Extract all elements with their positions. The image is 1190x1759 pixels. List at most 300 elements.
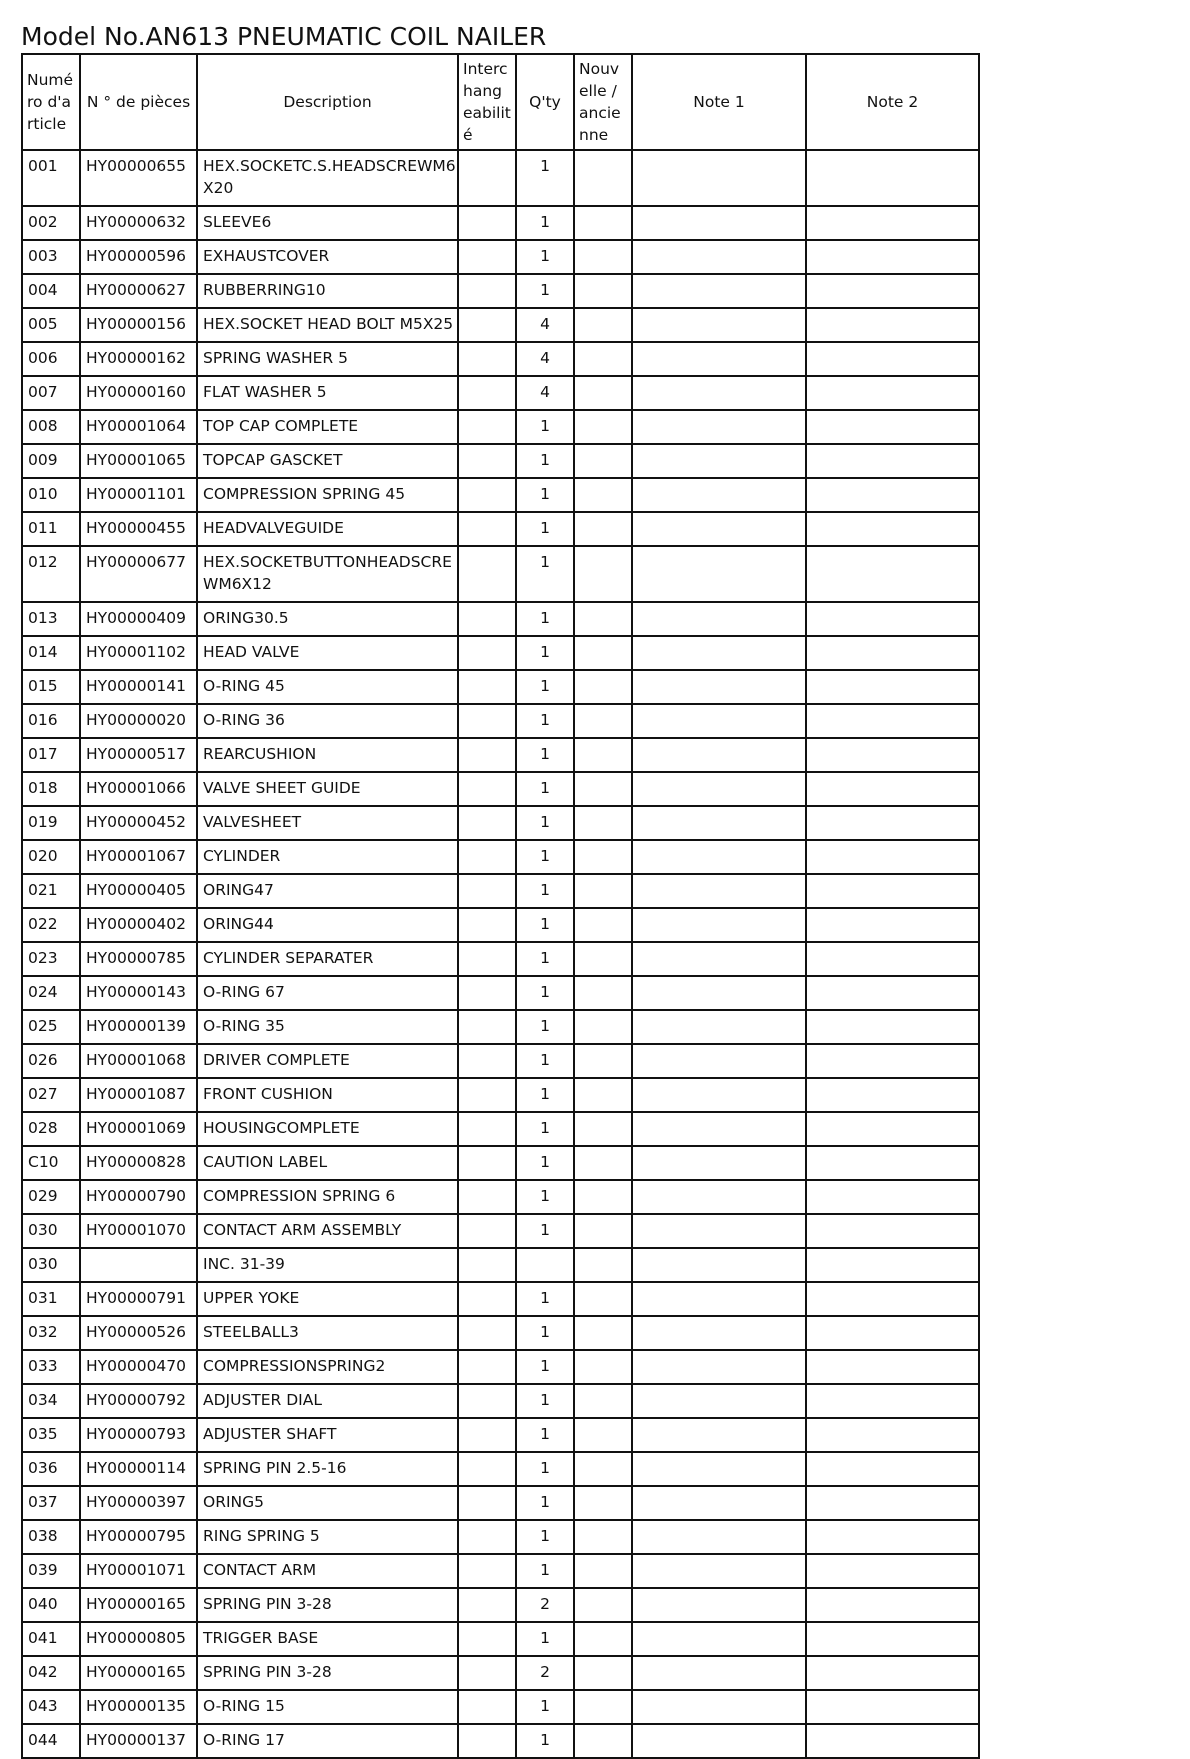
cell-interchangeability [458, 478, 516, 512]
cell-qty: 1 [516, 1724, 574, 1758]
cell-note-1 [632, 1112, 806, 1146]
cell-note-2 [806, 1554, 979, 1588]
cell-item-no: 035 [22, 1418, 80, 1452]
cell-new-old [574, 1350, 632, 1384]
cell-description: FRONT CUSHION [197, 1078, 458, 1112]
cell-note-1 [632, 150, 806, 206]
cell-interchangeability [458, 444, 516, 478]
cell-part-no: HY00001068 [80, 1044, 197, 1078]
cell-note-1 [632, 806, 806, 840]
cell-qty: 1 [516, 1690, 574, 1724]
cell-qty: 1 [516, 1282, 574, 1316]
cell-new-old [574, 274, 632, 308]
cell-note-2 [806, 308, 979, 342]
cell-interchangeability [458, 1452, 516, 1486]
cell-description: CAUTION LABEL [197, 1146, 458, 1180]
table-row [22, 1180, 979, 1214]
cell-description: HEAD VALVE [197, 636, 458, 670]
cell-qty: 1 [516, 840, 574, 874]
cell-part-no: HY00000141 [80, 670, 197, 704]
table-row [22, 206, 979, 240]
cell-interchangeability [458, 908, 516, 942]
cell-item-no: 010 [22, 478, 80, 512]
cell-part-no: HY00000792 [80, 1384, 197, 1418]
cell-description: SPRING PIN 3-28 [197, 1656, 458, 1690]
cell-part-no: HY00000143 [80, 976, 197, 1010]
cell-interchangeability [458, 1622, 516, 1656]
cell-description: TOPCAP GASCKET [197, 444, 458, 478]
cell-new-old [574, 738, 632, 772]
cell-qty: 1 [516, 240, 574, 274]
cell-note-1 [632, 1452, 806, 1486]
cell-item-no: 021 [22, 874, 80, 908]
cell-note-1 [632, 1180, 806, 1214]
cell-new-old [574, 1010, 632, 1044]
cell-new-old [574, 478, 632, 512]
cell-item-no: 038 [22, 1520, 80, 1554]
cell-description: CONTACT ARM [197, 1554, 458, 1588]
cell-note-2 [806, 738, 979, 772]
cell-qty: 1 [516, 274, 574, 308]
cell-new-old [574, 150, 632, 206]
cell-interchangeability [458, 806, 516, 840]
cell-item-no: 014 [22, 636, 80, 670]
cell-part-no: HY00000139 [80, 1010, 197, 1044]
cell-description: SLEEVE6 [197, 206, 458, 240]
cell-new-old [574, 1452, 632, 1486]
cell-description: O-RING 17 [197, 1724, 458, 1758]
cell-interchangeability [458, 206, 516, 240]
cell-interchangeability [458, 704, 516, 738]
cell-interchangeability [458, 942, 516, 976]
cell-description: O-RING 15 [197, 1690, 458, 1724]
cell-note-1 [632, 1044, 806, 1078]
cell-qty: 1 [516, 1112, 574, 1146]
cell-new-old [574, 636, 632, 670]
table-row [22, 1588, 979, 1622]
cell-note-1 [632, 342, 806, 376]
table-row [22, 342, 979, 376]
cell-item-no: 027 [22, 1078, 80, 1112]
cell-new-old [574, 1044, 632, 1078]
cell-description: RUBBERRING10 [197, 274, 458, 308]
table-row [22, 636, 979, 670]
cell-part-no: HY00001069 [80, 1112, 197, 1146]
cell-note-1 [632, 1520, 806, 1554]
cell-qty: 1 [516, 1316, 574, 1350]
cell-part-no: HY00000526 [80, 1316, 197, 1350]
cell-qty: 1 [516, 1520, 574, 1554]
table-row [22, 976, 979, 1010]
cell-item-no: 017 [22, 738, 80, 772]
cell-interchangeability [458, 1010, 516, 1044]
cell-part-no: HY00000793 [80, 1418, 197, 1452]
cell-note-2 [806, 908, 979, 942]
table-row [22, 1690, 979, 1724]
cell-qty: 1 [516, 1180, 574, 1214]
cell-qty: 1 [516, 704, 574, 738]
cell-item-no: 001 [22, 150, 80, 206]
cell-description: HEX.SOCKETC.S.HEADSCREWM6X20 [197, 150, 458, 206]
table-row [22, 1248, 979, 1282]
cell-interchangeability [458, 738, 516, 772]
cell-interchangeability [458, 1656, 516, 1690]
cell-note-1 [632, 942, 806, 976]
cell-description: HOUSINGCOMPLETE [197, 1112, 458, 1146]
cell-item-no: 031 [22, 1282, 80, 1316]
cell-note-2 [806, 1146, 979, 1180]
cell-interchangeability [458, 1316, 516, 1350]
cell-item-no: 039 [22, 1554, 80, 1588]
cell-qty: 1 [516, 670, 574, 704]
cell-note-1 [632, 1078, 806, 1112]
cell-new-old [574, 512, 632, 546]
cell-note-1 [632, 738, 806, 772]
cell-description: HEADVALVEGUIDE [197, 512, 458, 546]
cell-part-no: HY00000114 [80, 1452, 197, 1486]
cell-interchangeability [458, 512, 516, 546]
cell-item-no: 044 [22, 1724, 80, 1758]
cell-qty [516, 1248, 574, 1282]
cell-part-no: HY00000165 [80, 1588, 197, 1622]
cell-qty: 1 [516, 150, 574, 206]
cell-new-old [574, 308, 632, 342]
cell-new-old [574, 1690, 632, 1724]
table-row [22, 308, 979, 342]
cell-interchangeability [458, 1214, 516, 1248]
cell-item-no: 018 [22, 772, 80, 806]
table-row [22, 874, 979, 908]
cell-item-no: 016 [22, 704, 80, 738]
parts-table [21, 53, 980, 1759]
cell-note-2 [806, 1044, 979, 1078]
cell-new-old [574, 410, 632, 444]
table-row [22, 840, 979, 874]
document-title: Model No.AN613 PNEUMATIC COIL NAILER [21, 22, 547, 51]
cell-qty: 1 [516, 1384, 574, 1418]
cell-interchangeability [458, 240, 516, 274]
cell-note-1 [632, 976, 806, 1010]
cell-note-2 [806, 704, 979, 738]
cell-new-old [574, 1316, 632, 1350]
cell-note-1 [632, 308, 806, 342]
cell-qty: 1 [516, 976, 574, 1010]
cell-item-no: 037 [22, 1486, 80, 1520]
header-qty: Q'ty [516, 54, 574, 150]
cell-note-2 [806, 942, 979, 976]
cell-qty: 1 [516, 874, 574, 908]
header-interchangeability: Interc hang eabilit é [458, 54, 516, 150]
cell-note-2 [806, 1248, 979, 1282]
cell-note-2 [806, 1384, 979, 1418]
cell-qty: 1 [516, 806, 574, 840]
cell-note-2 [806, 1418, 979, 1452]
table-row [22, 1554, 979, 1588]
cell-item-no: 042 [22, 1656, 80, 1690]
table-row [22, 444, 979, 478]
cell-note-1 [632, 772, 806, 806]
header-new-old: Nouv elle / ancie nne [574, 54, 632, 150]
cell-qty: 2 [516, 1656, 574, 1690]
cell-new-old [574, 1248, 632, 1282]
cell-description: FLAT WASHER 5 [197, 376, 458, 410]
cell-interchangeability [458, 636, 516, 670]
cell-note-2 [806, 670, 979, 704]
cell-description: O-RING 36 [197, 704, 458, 738]
cell-interchangeability [458, 1146, 516, 1180]
cell-note-2 [806, 206, 979, 240]
cell-note-2 [806, 1452, 979, 1486]
cell-note-1 [632, 1554, 806, 1588]
table-row [22, 478, 979, 512]
cell-part-no: HY00001071 [80, 1554, 197, 1588]
cell-new-old [574, 240, 632, 274]
cell-part-no: HY00001102 [80, 636, 197, 670]
cell-interchangeability [458, 546, 516, 602]
cell-new-old [574, 206, 632, 240]
cell-part-no: HY00000135 [80, 1690, 197, 1724]
cell-qty: 1 [516, 1486, 574, 1520]
cell-part-no: HY00000409 [80, 602, 197, 636]
cell-part-no: HY00000785 [80, 942, 197, 976]
cell-item-no: 033 [22, 1350, 80, 1384]
table-row [22, 150, 979, 206]
cell-note-1 [632, 274, 806, 308]
cell-item-no: 043 [22, 1690, 80, 1724]
table-row [22, 1452, 979, 1486]
cell-part-no [80, 1248, 197, 1282]
cell-note-2 [806, 976, 979, 1010]
cell-note-1 [632, 636, 806, 670]
cell-note-2 [806, 1112, 979, 1146]
table-row [22, 1146, 979, 1180]
table-row [22, 1010, 979, 1044]
table-row [22, 1214, 979, 1248]
cell-new-old [574, 1724, 632, 1758]
cell-note-1 [632, 240, 806, 274]
cell-new-old [574, 1078, 632, 1112]
cell-note-1 [632, 1656, 806, 1690]
cell-note-1 [632, 908, 806, 942]
cell-description: STEELBALL3 [197, 1316, 458, 1350]
table-row [22, 512, 979, 546]
cell-interchangeability [458, 1384, 516, 1418]
header-item-no: Numé ro d'a rticle [22, 54, 80, 150]
cell-item-no: 026 [22, 1044, 80, 1078]
cell-note-1 [632, 840, 806, 874]
header-note-1: Note 1 [632, 54, 806, 150]
cell-item-no: 028 [22, 1112, 80, 1146]
cell-note-2 [806, 1724, 979, 1758]
cell-note-1 [632, 1418, 806, 1452]
cell-qty: 1 [516, 478, 574, 512]
cell-part-no: HY00000397 [80, 1486, 197, 1520]
cell-new-old [574, 1180, 632, 1214]
cell-description: DRIVER COMPLETE [197, 1044, 458, 1078]
cell-part-no: HY00000402 [80, 908, 197, 942]
cell-note-2 [806, 1622, 979, 1656]
cell-part-no: HY00000156 [80, 308, 197, 342]
cell-note-1 [632, 1248, 806, 1282]
cell-qty: 1 [516, 908, 574, 942]
cell-note-1 [632, 512, 806, 546]
cell-new-old [574, 1622, 632, 1656]
cell-description: COMPRESSIONSPRING2 [197, 1350, 458, 1384]
cell-description: TOP CAP COMPLETE [197, 410, 458, 444]
cell-interchangeability [458, 1418, 516, 1452]
cell-part-no: HY00000805 [80, 1622, 197, 1656]
cell-qty: 1 [516, 1554, 574, 1588]
cell-description: CYLINDER [197, 840, 458, 874]
cell-qty: 1 [516, 512, 574, 546]
cell-part-no: HY00001101 [80, 478, 197, 512]
cell-new-old [574, 670, 632, 704]
cell-item-no: C10 [22, 1146, 80, 1180]
cell-new-old [574, 444, 632, 478]
cell-new-old [574, 1520, 632, 1554]
cell-note-2 [806, 546, 979, 602]
cell-item-no: 030 [22, 1248, 80, 1282]
table-row [22, 274, 979, 308]
cell-item-no: 041 [22, 1622, 80, 1656]
cell-note-1 [632, 704, 806, 738]
cell-note-2 [806, 410, 979, 444]
cell-interchangeability [458, 602, 516, 636]
cell-new-old [574, 1112, 632, 1146]
cell-new-old [574, 942, 632, 976]
cell-note-2 [806, 1588, 979, 1622]
cell-interchangeability [458, 840, 516, 874]
cell-new-old [574, 342, 632, 376]
cell-note-2 [806, 240, 979, 274]
cell-description: VALVESHEET [197, 806, 458, 840]
cell-item-no: 011 [22, 512, 80, 546]
cell-description: HEX.SOCKET HEAD BOLT M5X25 [197, 308, 458, 342]
cell-item-no: 030 [22, 1214, 80, 1248]
cell-item-no: 003 [22, 240, 80, 274]
cell-note-2 [806, 1180, 979, 1214]
cell-interchangeability [458, 1554, 516, 1588]
cell-note-1 [632, 1622, 806, 1656]
cell-qty: 1 [516, 1146, 574, 1180]
cell-interchangeability [458, 1588, 516, 1622]
cell-new-old [574, 840, 632, 874]
cell-part-no: HY00001065 [80, 444, 197, 478]
cell-part-no: HY00000137 [80, 1724, 197, 1758]
cell-description: HEX.SOCKETBUTTONHEADSCREWM6X12 [197, 546, 458, 602]
cell-new-old [574, 1554, 632, 1588]
cell-qty: 1 [516, 636, 574, 670]
cell-qty: 1 [516, 1622, 574, 1656]
cell-description: O-RING 45 [197, 670, 458, 704]
cell-qty: 1 [516, 444, 574, 478]
cell-item-no: 040 [22, 1588, 80, 1622]
table-row [22, 376, 979, 410]
cell-new-old [574, 1418, 632, 1452]
cell-item-no: 007 [22, 376, 80, 410]
cell-qty: 4 [516, 342, 574, 376]
cell-new-old [574, 546, 632, 602]
cell-interchangeability [458, 1044, 516, 1078]
cell-new-old [574, 1146, 632, 1180]
cell-note-1 [632, 602, 806, 636]
cell-qty: 1 [516, 602, 574, 636]
cell-description: CONTACT ARM ASSEMBLY [197, 1214, 458, 1248]
cell-interchangeability [458, 410, 516, 444]
table-row [22, 772, 979, 806]
cell-new-old [574, 772, 632, 806]
cell-description: SPRING PIN 3-28 [197, 1588, 458, 1622]
cell-part-no: HY00001066 [80, 772, 197, 806]
cell-description: ORING5 [197, 1486, 458, 1520]
cell-note-1 [632, 1384, 806, 1418]
cell-description: VALVE SHEET GUIDE [197, 772, 458, 806]
cell-note-2 [806, 1690, 979, 1724]
cell-new-old [574, 602, 632, 636]
table-row [22, 738, 979, 772]
cell-note-2 [806, 1350, 979, 1384]
table-row [22, 1350, 979, 1384]
cell-part-no: HY00000405 [80, 874, 197, 908]
cell-new-old [574, 806, 632, 840]
cell-item-no: 005 [22, 308, 80, 342]
cell-description: INC. 31-39 [197, 1248, 458, 1282]
cell-interchangeability [458, 1520, 516, 1554]
cell-note-2 [806, 806, 979, 840]
cell-note-1 [632, 1724, 806, 1758]
cell-description: REARCUSHION [197, 738, 458, 772]
cell-part-no: HY00000452 [80, 806, 197, 840]
cell-part-no: HY00000828 [80, 1146, 197, 1180]
cell-new-old [574, 376, 632, 410]
cell-qty: 1 [516, 1452, 574, 1486]
cell-qty: 1 [516, 1418, 574, 1452]
header-note-2: Note 2 [806, 54, 979, 150]
cell-description: TRIGGER BASE [197, 1622, 458, 1656]
cell-part-no: HY00000627 [80, 274, 197, 308]
table-row [22, 410, 979, 444]
cell-description: ORING30.5 [197, 602, 458, 636]
cell-part-no: HY00000517 [80, 738, 197, 772]
cell-interchangeability [458, 1112, 516, 1146]
cell-item-no: 009 [22, 444, 80, 478]
cell-interchangeability [458, 1282, 516, 1316]
cell-part-no: HY00001070 [80, 1214, 197, 1248]
cell-description: UPPER YOKE [197, 1282, 458, 1316]
cell-note-1 [632, 874, 806, 908]
cell-note-2 [806, 1282, 979, 1316]
cell-part-no: HY00000677 [80, 546, 197, 602]
cell-part-no: HY00000655 [80, 150, 197, 206]
table-row [22, 1316, 979, 1350]
cell-description: O-RING 67 [197, 976, 458, 1010]
cell-note-1 [632, 546, 806, 602]
cell-note-2 [806, 874, 979, 908]
cell-item-no: 036 [22, 1452, 80, 1486]
cell-qty: 1 [516, 1214, 574, 1248]
cell-part-no: HY00000165 [80, 1656, 197, 1690]
cell-part-no: HY00000470 [80, 1350, 197, 1384]
cell-interchangeability [458, 308, 516, 342]
cell-item-no: 012 [22, 546, 80, 602]
cell-interchangeability [458, 670, 516, 704]
cell-part-no: HY00000160 [80, 376, 197, 410]
cell-item-no: 002 [22, 206, 80, 240]
table-row [22, 1520, 979, 1554]
cell-interchangeability [458, 376, 516, 410]
cell-interchangeability [458, 1248, 516, 1282]
cell-note-2 [806, 1656, 979, 1690]
